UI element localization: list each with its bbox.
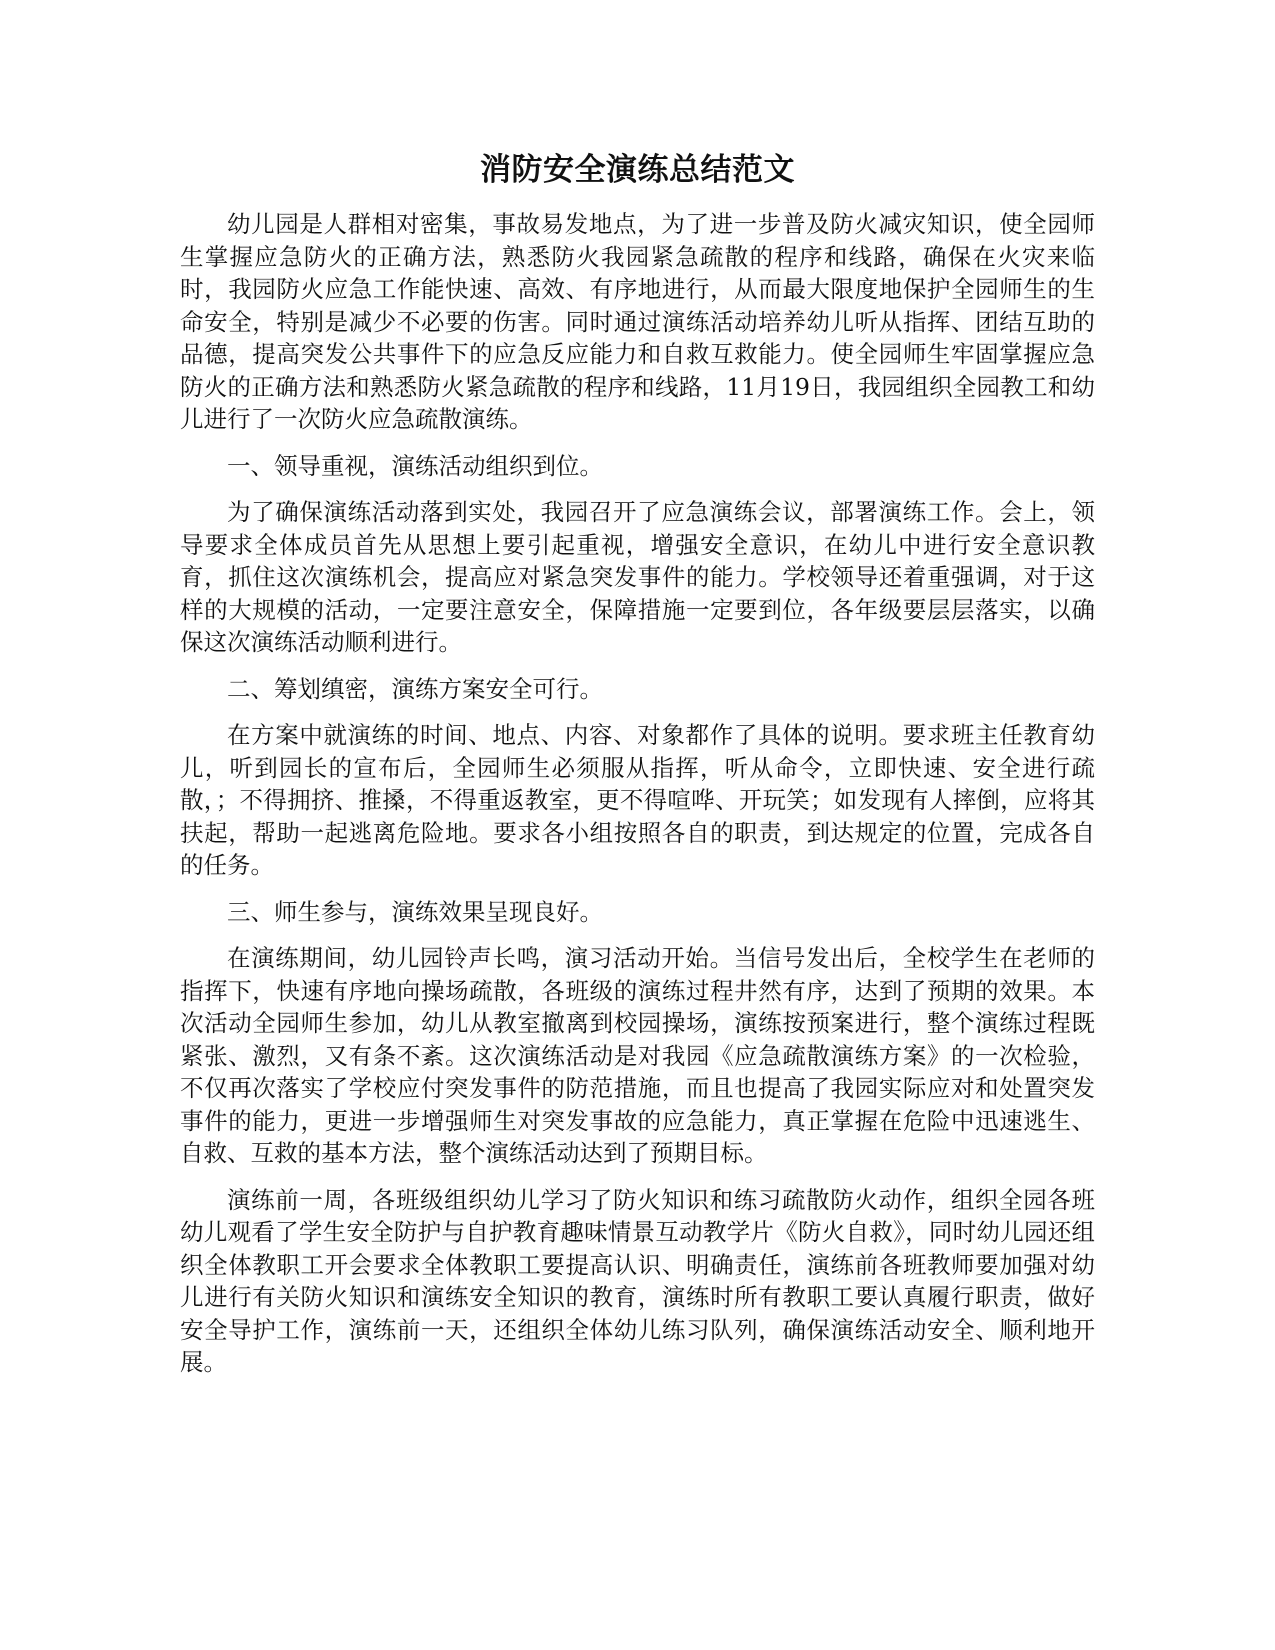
document-title: 消防安全演练总结范文 xyxy=(480,152,795,188)
section-heading-1: 一、领导重视，演练活动组织到位。 xyxy=(227,451,603,480)
closing-paragraph: 演练前一周，各班级组织幼儿学习了防火知识和练习疏散防火动作，组织全园各班幼儿观看了学生安全防护与自护教育趣味情景互动教学片《防火自救》，同时幼儿园还组织全体教职工开会要求全体教职工要提高认识、明确责任，演练前各班教师要加强对幼儿进行有关防火知识和演练安全知识的教育，演练时所有教职工要认真履行职责，做好安全导护工作，演练前一天，还组织全体幼儿练习队列，确保演练活动安全、顺利地开展。 xyxy=(180,1185,1095,1376)
section-2-paragraph: 在方案中就演练的时间、地点、内容、对象都作了具体的说明。要求班主任教育幼儿，听到园长的宣布后，全园师生必须服从指挥，听从命令，立即快速、安全进行疏散，；不得拥挤、推搡，不得重返教室，更不得喧哗、开玩笑；如发现有人摔倒，应将其扶起，帮助一起逃离危险地。要求各小组按照各自的职责，到达规定的位置，完成各自的任务。 xyxy=(180,721,1095,879)
intro-paragraph: 幼儿园是人群相对密集，事故易发地点，为了进一步普及防火减灾知识，使全园师生掌握应急防火的正确方法，熟悉防火我园紧急疏散的程序和线路，确保在火灾来临时，我园防火应急工作能快速、高效、有序地进行，从而最大限度地保护全园师生的生命安全，特别是减少不必要的伤害。同时通过演练活动培养幼儿听从指挥、团结互助的品德，提高突发公共事件下的应急反应能力和自救互救能力。使全园师生牢固掌握应急防火的正确方法和熟悉防火紧急疏散的程序和线路，11月19日，我园组织全园教工和幼儿进行了一次防火应急疏散演练。 xyxy=(180,210,1095,433)
section-3-paragraph: 在演练期间，幼儿园铃声长鸣，演习活动开始。当信号发出后，全校学生在老师的指挥下，快速有序地向操场疏散，各班级的演练过程井然有序，达到了预期的效果。本次活动全园师生参加，幼儿从教室撤离到校园操场，演练按预案进行，整个演练过程既紧张、激烈，又有条不紊。这次演练活动是对我园《应急疏散演练方案》的一次检验，不仅再次落实了学校应付突发事件的防范措施，而且也提高了我园实际应对和处置突发事件的能力，更进一步增强师生对突发事故的应急能力，真正掌握在危险中迅速逃生、自救、互救的基本方法，整个演练活动达到了预期目标。 xyxy=(180,944,1095,1167)
section-1-paragraph: 为了确保演练活动落到实处，我园召开了应急演练会议，部署演练工作。会上，领导要求全体成员首先从思想上要引起重视，增强安全意识，在幼儿中进行安全意识教育，抓住这次演练机会，提高应对紧急突发事件的能力。学校领导还着重强调，对于这样的大规模的活动，一定要注意安全，保障措施一定要到位，各年级要层层落实，以确保这次演练活动顺利进行。 xyxy=(180,498,1095,656)
section-heading-3: 三、师生参与，演练效果呈现良好。 xyxy=(227,897,603,926)
section-heading-2: 二、筹划缜密，演练方案安全可行。 xyxy=(227,674,603,703)
document-page xyxy=(180,150,1095,1393)
